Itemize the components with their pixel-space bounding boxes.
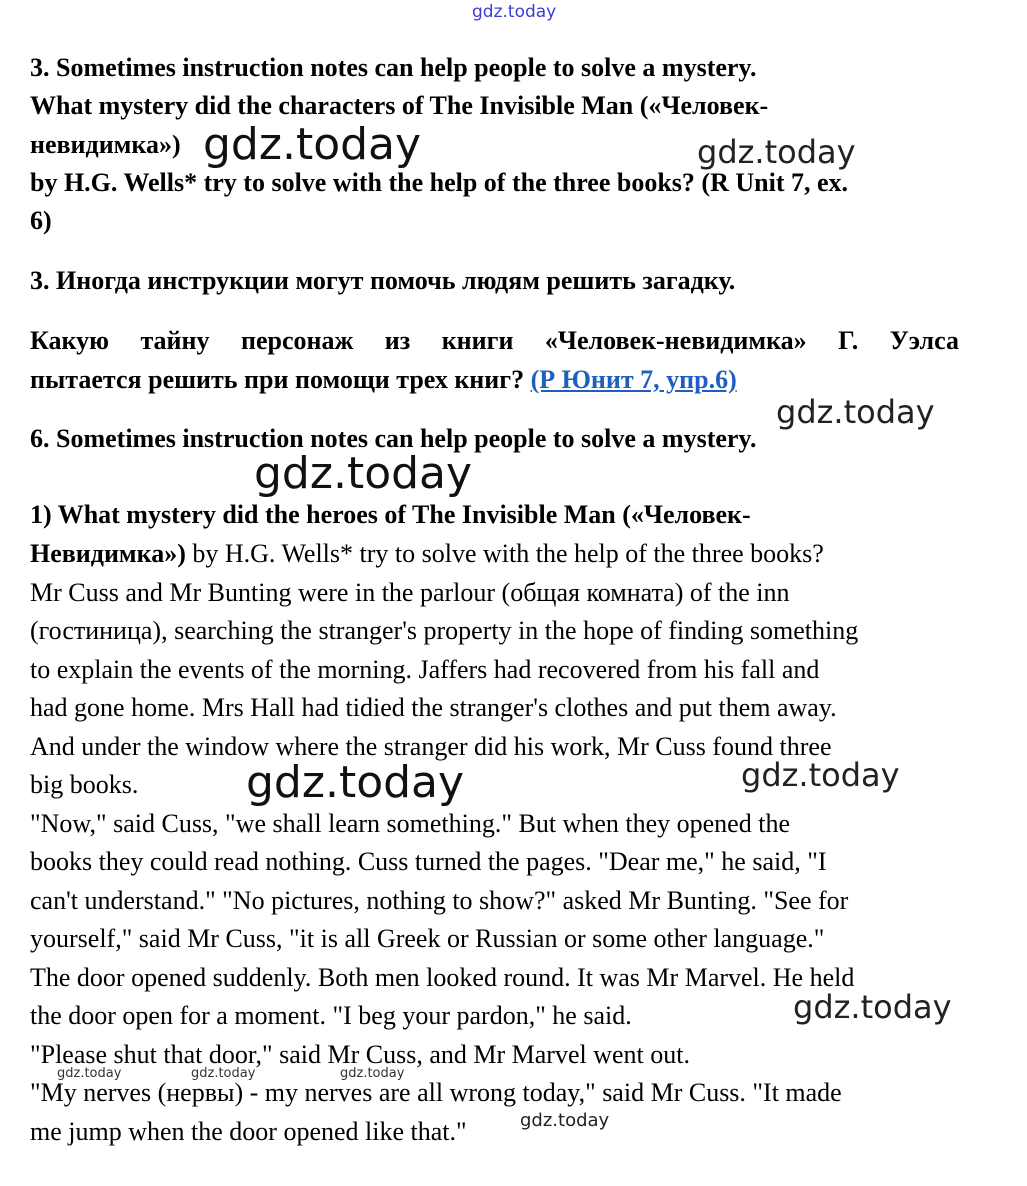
watermark-medium-2: gdz.today — [776, 393, 935, 431]
watermark-small-3: gdz.today — [340, 1066, 405, 1081]
task-question-line-2: невидимка») — [30, 130, 181, 159]
story-line: had gone home. Mrs Hall had tidied the stranger's clothes and put them away. — [30, 693, 837, 722]
story-line: "Now," said Cuss, "we shall learn something." But when they opened the — [30, 809, 790, 838]
task-question-ru-line-2 — [30, 365, 737, 395]
watermark-medium-4: gdz.today — [793, 988, 952, 1026]
watermark-large-3: gdz.today — [246, 757, 465, 808]
task-question-line-1: What mystery did the characters of The Invisible Man («Человек- — [30, 91, 769, 120]
watermark-small-1: gdz.today — [57, 1066, 122, 1081]
story-line: "My nerves (нервы) - my nerves are all wrong today," said Mr Cuss. "It made — [30, 1078, 842, 1107]
exercise-question-line-2 — [30, 539, 824, 569]
story-line: (гостиница), searching the stranger's property in the hope of finding something — [30, 616, 859, 645]
exercise-question-line-1: 1) What mystery did the heroes of The Invisible Man («Человек- — [30, 500, 751, 529]
story-line: me jump when the door opened like that." — [30, 1117, 467, 1146]
task-question-line-4: 6) — [30, 206, 52, 235]
watermark-medium-1: gdz.today — [697, 133, 856, 171]
watermark-large-1: gdz.today — [203, 119, 422, 170]
watermark-small-4: gdz.today — [520, 1110, 610, 1131]
watermark-small-2: gdz.today — [191, 1066, 256, 1081]
reference-link[interactable]: (Р Юнит 7, упр.6) — [530, 365, 737, 394]
task-question-ru-line-1: Какую тайну персонаж из книги «Человек-невидимка» Г. Уэлса — [30, 326, 959, 355]
story-line: And under the window where the stranger did his work, Mr Cuss found three — [30, 732, 832, 761]
story-line: The door opened suddenly. Both men looked round. It was Mr Marvel. He held — [30, 963, 855, 992]
task-question-ru-text: пытается решить при помощи трех книг? — [30, 365, 525, 394]
watermark-large-2: gdz.today — [254, 448, 473, 499]
story-line: can't understand." "No pictures, nothing to show?" asked Mr Bunting. "See for — [30, 886, 849, 915]
watermark-medium-3: gdz.today — [741, 756, 900, 794]
exercise-heading: 6. Sometimes instruction notes can help people to solve a mystery. — [30, 424, 757, 453]
story-line: books they could read nothing. Cuss turned the pages. "Dear me," he said, "I — [30, 847, 827, 876]
exercise-question-bold: Невидимка») — [30, 539, 186, 568]
task-title-en: 3. Sometimes instruction notes can help people to solve a mystery. — [30, 53, 757, 82]
story-line: yourself," said Mr Cuss, "it is all Greek or Russian or some other language." — [30, 924, 825, 953]
task-title-ru: 3. Иногда инструкции могут помочь людям решить загадку. — [30, 266, 736, 295]
story-line: the door open for a moment. "I beg your pardon," he said. — [30, 1001, 632, 1030]
task-question-line-3: by H.G. Wells* try to solve with the help of the three books? (R Unit 7, ex. — [30, 168, 849, 197]
watermark-top: gdz.today — [472, 2, 557, 22]
story-line: to explain the events of the morning. Jaffers had recovered from his fall and — [30, 655, 820, 684]
story-line: big books. — [30, 770, 139, 799]
exercise-question-rest: by H.G. Wells* try to solve with the help of the three books? — [185, 539, 824, 568]
story-line: "Please shut that door," said Mr Cuss, and Mr Marvel went out. — [30, 1040, 690, 1069]
story-line: Mr Cuss and Mr Bunting were in the parlour (общая комната) of the inn — [30, 578, 790, 607]
